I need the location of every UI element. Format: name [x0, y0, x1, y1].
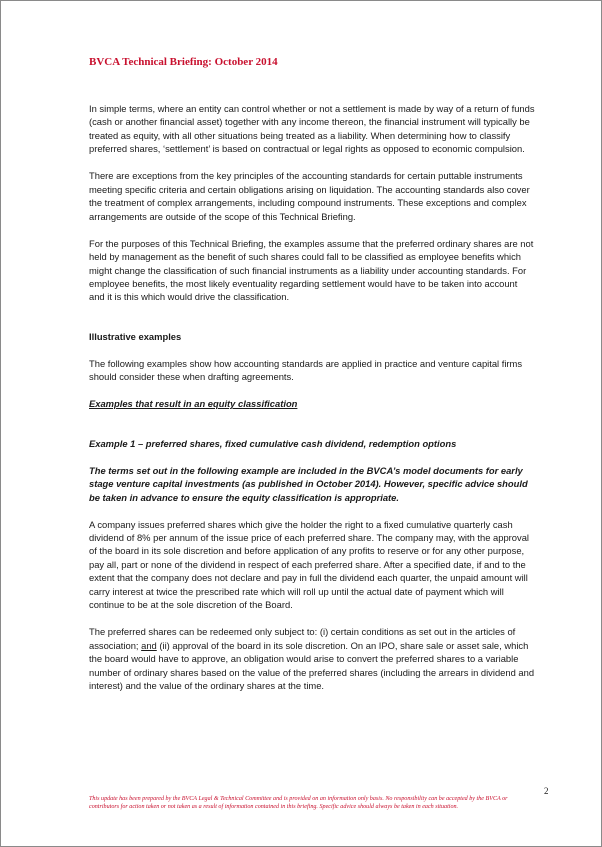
redemption-and-underlined: and [141, 639, 157, 651]
page-number: 2 [544, 786, 549, 796]
heading-example-1: Example 1 – preferred shares, fixed cumulative cash dividend, redemption options [89, 437, 457, 449]
redemption-text-part-2: (ii) approval of the board in its sole discretion. On an IPO, share sale or asset sale, which the board would have to approve, an obligation would arise to convert the preferred shares to a variable number of ordinary shares based on the value of the preferred shares (including the arrears in dividend and interest) and the value of the ordinary shares at the time. [89, 639, 535, 691]
paragraph-assumptions: For the purposes of this Technical Briefing, the examples assume that the preferred ordinary shares are not held by management as the benefit of such shares could fall to be classified as employee benefits which might change the classification of such financial instruments as a liability under accounting standards. For employee benefits, the most likely eventuality regarding settlement would have to be taken into account and it is this which would drive the classification. [89, 237, 534, 303]
paragraph-model-documents-note: The terms set out in the following example are included in the BVCA’s model documents for early stage venture capital investments (as published in October 2014). However, specific advice should be taken in advance to ensure the equity classification is appropriate. [89, 464, 528, 503]
paragraph-examples-intro: The following examples show how accounting standards are applied in practice and venture capital firms should consider these when drafting agreements. [89, 357, 523, 383]
heading-equity-examples: Examples that result in an equity classification [89, 398, 298, 410]
footer-disclaimer: This update has been prepared by the BVCA Legal & Technical Committee and is provided on an information only basis. No responsibility can be accepted by the BVCA or contributors for action taken or not taken as a result of information contained in this briefing. Specific advice should always be taken in each situation. [89, 796, 508, 810]
header-title: BVCA Technical Briefing: October 2014 [89, 56, 278, 68]
paragraph-settlement: In simple terms, where an entity can control whether or not a settlement is made by way of a return of funds (cash or another financial asset) together with any income thereon, the financial instrument will typically be treated as equity, with all other situations being treated as a liability. When determining how to classify preferred shares, ‘settlement’ is based on contractual or legal rights as opposed to economic compulsion. [89, 103, 535, 155]
redemption-text-part-1: The preferred shares can be redeemed only subject to: (i) certain conditions as set out in the articles of association; [89, 626, 516, 651]
paragraph-redemption-terms [89, 625, 535, 692]
paragraph-dividend-terms: A company issues preferred shares which give the holder the right to a fixed cumulative quarterly cash dividend of 8% per annum of the issue price of each preferred share. The company may, with the approval of the board in its sole discretion and before application of any profits to reserve or for any other purpose, pay all, part or none of the dividend in respect of each preferred share. After a specified date, if and to the extent that the company does not declare and pay in full the dividend each quarter, the unpaid amount will carry interest at twice the prescribed rate which will roll up until the actual date of payment which will continue to be at the sole discretion of the Board. [89, 518, 530, 611]
heading-illustrative-examples: Illustrative examples [89, 330, 182, 342]
paragraph-exceptions: There are exceptions from the key principles of the accounting standards for certain puttable instruments meeting specific criteria and certain obligations arising on liquidation. The accounting standards also cover the treatment of complex arrangements, including compound instruments. These exceptions and complex arrangements are outside of the scope of this Technical Briefing. [89, 170, 530, 222]
document-body [89, 102, 535, 692]
